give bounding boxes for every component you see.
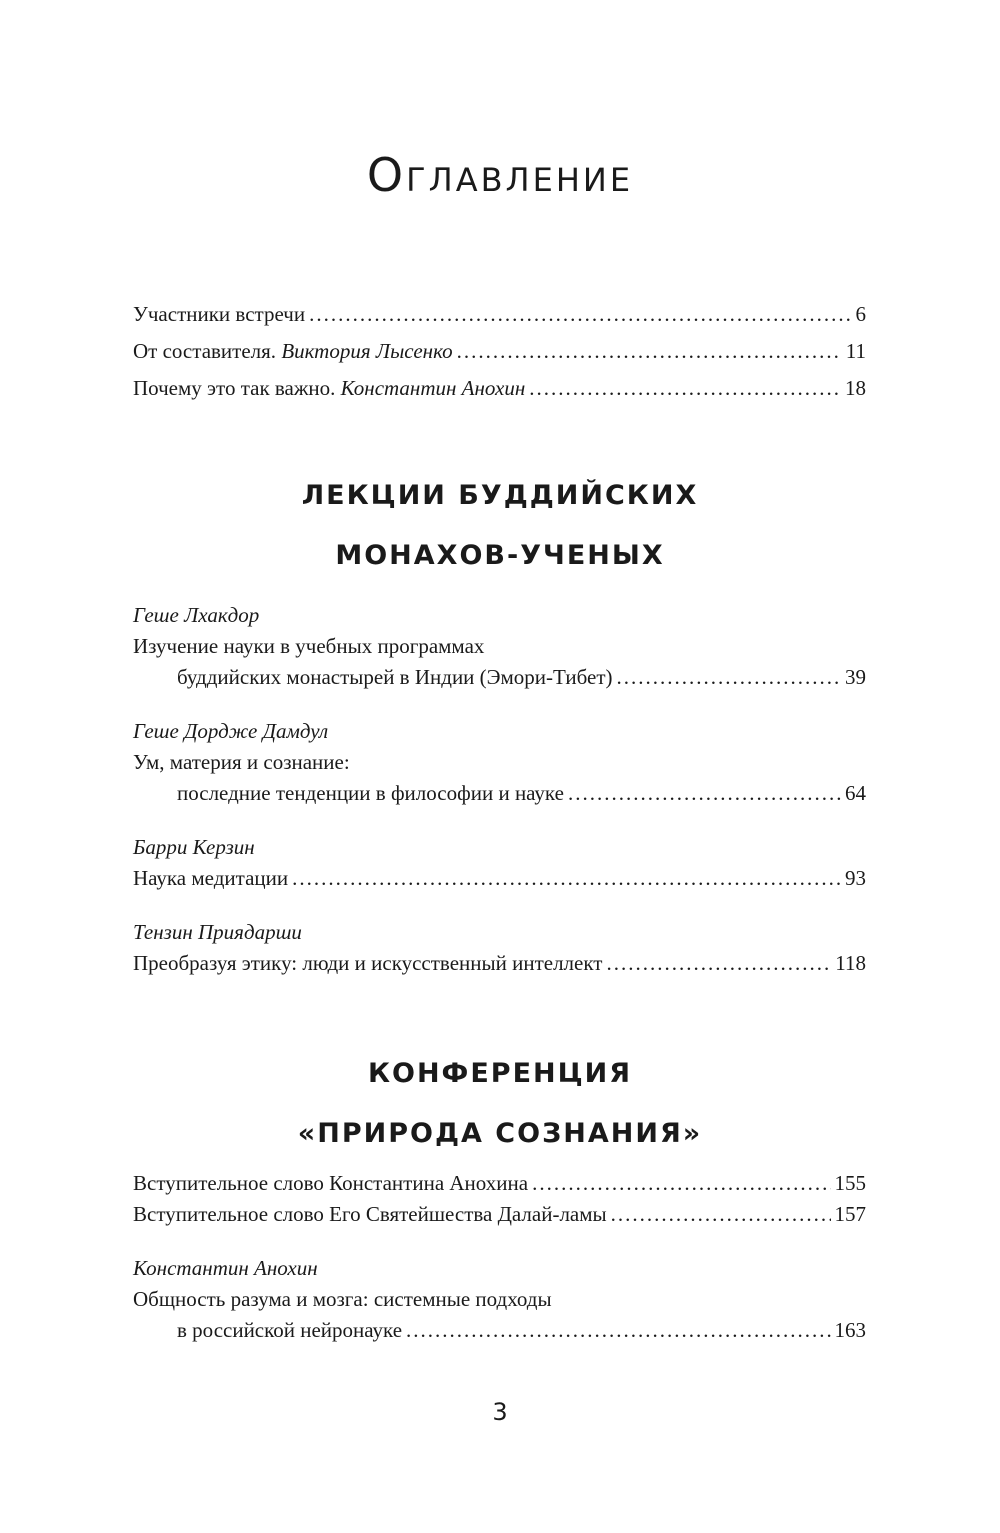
page-title: Оглавление <box>366 148 634 202</box>
section-heading-conference: КОНФЕРЕНЦИЯ «ПРИРОДА СОЗНАНИЯ» <box>297 1058 703 1149</box>
conference-list <box>133 1168 866 1346</box>
entry-title: Вступительное слово Константина Анохина <box>133 1171 529 1195</box>
dot-leader <box>529 370 841 407</box>
section-heading-lectures: ЛЕКЦИИ БУДДИЙСКИХ МОНАХОВ-УЧЕНЫХ <box>301 480 699 571</box>
toc-entry-line[interactable] <box>133 1284 866 1315</box>
entry-title: Наука медитации <box>133 866 289 890</box>
entry-author: Константин Анохин <box>340 376 526 400</box>
toc-entry[interactable] <box>133 1315 866 1346</box>
toc-entry[interactable] <box>133 296 866 333</box>
dot-leader <box>292 863 841 894</box>
toc-entry-line[interactable] <box>133 631 866 662</box>
page-number: 163 <box>834 1318 866 1342</box>
dot-leader <box>532 1168 830 1199</box>
toc-group <box>133 832 866 894</box>
dot-leader <box>406 1315 830 1346</box>
page-number: 18 <box>845 376 866 400</box>
entry-author: Барри Керзин <box>133 835 255 859</box>
toc-entry[interactable] <box>133 662 866 693</box>
page-number: 155 <box>834 1171 866 1195</box>
dot-leader <box>568 778 841 809</box>
page-number: 118 <box>835 951 866 975</box>
toc-entry[interactable] <box>133 1168 866 1199</box>
entry-author: Тензин Приядарши <box>133 920 302 944</box>
entry-title: От составителя. Виктория Лысенко <box>133 339 453 363</box>
page-number: 93 <box>845 866 866 890</box>
page-number: 157 <box>834 1202 866 1226</box>
page-number: 39 <box>845 665 866 689</box>
page-number: 11 <box>845 339 866 363</box>
entry-author: Константин Анохин <box>133 1256 318 1280</box>
entry-title: Преобразуя этику: люди и искусственный интеллект <box>133 951 603 975</box>
lectures-list <box>133 600 866 979</box>
entry-title: Почему это так важно. Константин Анохин <box>133 376 526 400</box>
entry-title: Участники встречи <box>133 302 306 326</box>
dot-leader <box>457 333 842 370</box>
toc-entry[interactable] <box>133 333 866 370</box>
dot-leader <box>309 296 851 333</box>
toc-group <box>133 917 866 979</box>
dot-leader <box>606 948 831 979</box>
front-matter-list <box>133 296 866 407</box>
entry-title: Вступительное слово Его Святейшества Далай-ламы <box>133 1202 607 1226</box>
entry-title: Общность разума и мозга: системные подходы <box>133 1287 552 1311</box>
entry-title-continued: в российской нейронауке <box>177 1318 403 1342</box>
page-folio: 3 <box>492 1398 508 1426</box>
toc-entry[interactable] <box>133 1199 866 1230</box>
toc-entry[interactable] <box>133 948 866 979</box>
entry-author: Геше Лхакдор <box>133 603 260 627</box>
entry-author: Виктория Лысенко <box>281 339 453 363</box>
entry-title: Изучение науки в учебных программах <box>133 634 485 658</box>
toc-group <box>133 1253 866 1346</box>
entry-title-continued: буддийских монастырей в Индии (Эмори-Тибет) <box>177 665 613 689</box>
toc-entry[interactable] <box>133 863 866 894</box>
toc-entry-line[interactable] <box>133 747 866 778</box>
toc-group <box>133 716 866 809</box>
toc-group <box>133 600 866 693</box>
dot-leader <box>616 662 841 693</box>
toc-entry[interactable] <box>133 370 866 407</box>
page-number: 6 <box>855 302 866 326</box>
entry-author: Геше Дордже Дамдул <box>133 719 329 743</box>
dot-leader <box>611 1199 831 1230</box>
entry-title: Ум, материя и сознание: <box>133 750 350 774</box>
page-number: 64 <box>845 781 866 805</box>
entry-title-continued: последние тенденции в философии и науке <box>177 781 564 805</box>
toc-entry[interactable] <box>133 778 866 809</box>
